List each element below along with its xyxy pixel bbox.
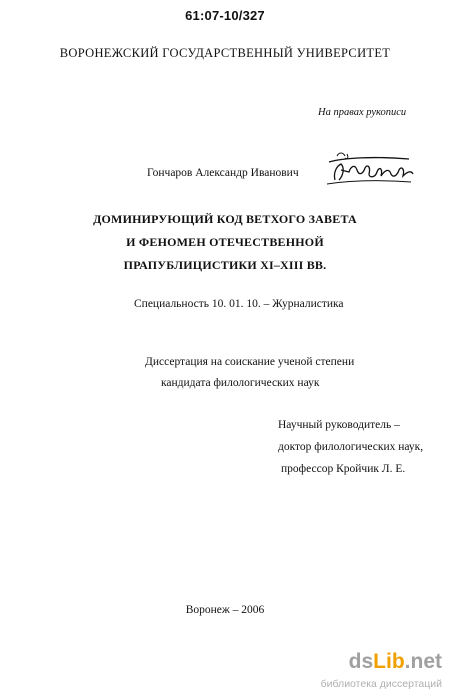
supervisor-line-2: доктор филологических наук, — [278, 441, 424, 453]
author-name: Гончаров Александр Иванович — [147, 167, 299, 179]
logo-ds: ds — [348, 650, 374, 673]
logo-net: .net — [404, 650, 442, 673]
logo-lib: Lib — [373, 650, 405, 673]
university-name: ВОРОНЕЖСКИЙ ГОСУДАРСТВЕННЫЙ УНИВЕРСИТЕТ — [59, 46, 391, 60]
degree-line-1: Диссертация на соискание ученой степени — [145, 356, 355, 368]
catalog-code: 61:07-10/327 — [185, 8, 265, 23]
specialty: Специальность 10. 01. 10. – Журналистика — [134, 298, 344, 310]
dslib-logo — [349, 650, 442, 674]
degree-line-2: кандидата филологических наук — [161, 377, 320, 389]
dissertation-title-line-1: ДОМИНИРУЮЩИЙ КОД ВЕТХОГО ЗАВЕТА — [93, 212, 357, 226]
supervisor-line-1: Научный руководитель – — [278, 419, 400, 431]
watermark-tagline: библиотека диссертаций — [320, 678, 442, 690]
dissertation-title-line-3: ПРАПУБЛИЦИСТИКИ XI–XIII ВВ. — [123, 258, 327, 272]
dissertation-title-line-2: И ФЕНОМЕН ОТЕЧЕСТВЕННОЙ — [126, 235, 324, 249]
handwritten-signature — [323, 150, 415, 188]
rights-note: На правах рукописи — [318, 107, 407, 118]
dslib-watermark — [320, 650, 446, 694]
city-year: Воронеж – 2006 — [185, 604, 265, 616]
supervisor-line-3: профессор Кройчик Л. Е. — [281, 463, 406, 475]
